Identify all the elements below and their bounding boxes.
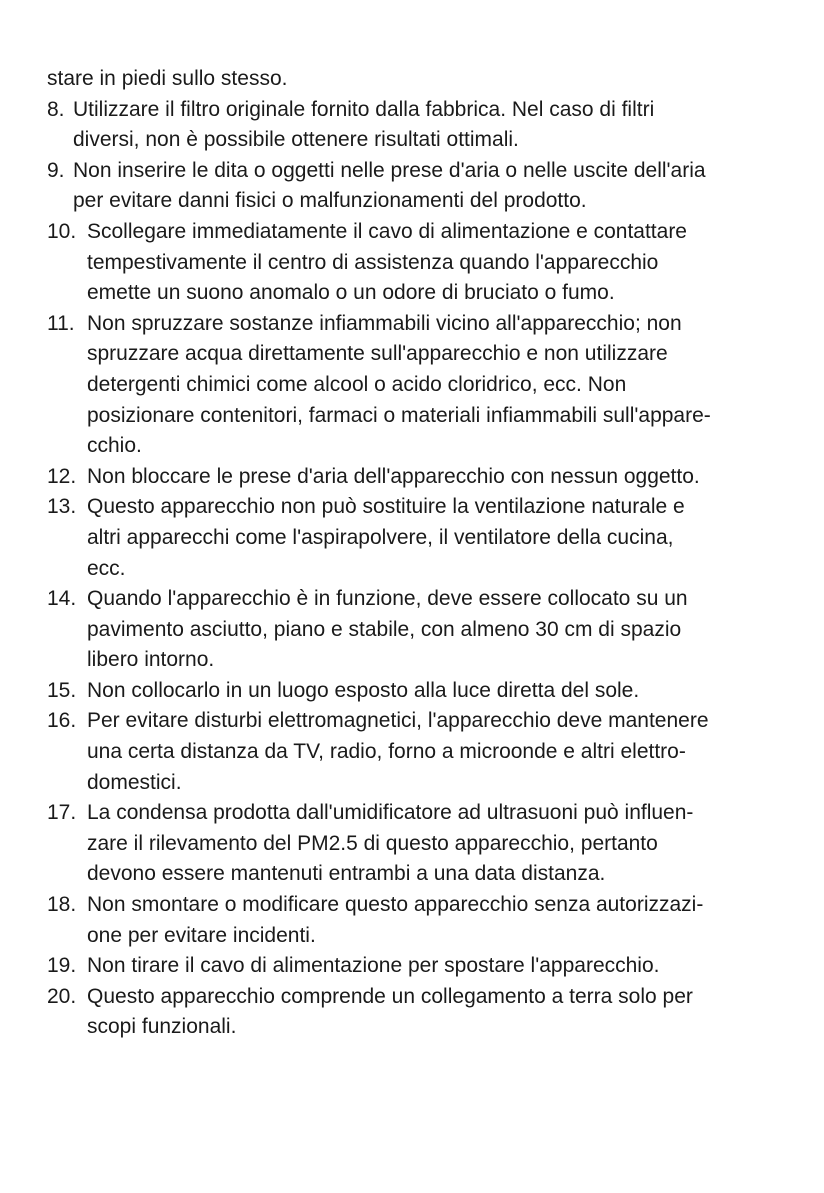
item-text-line: posizionare contenitori, farmaci o materiali infiammabili sull'appare- bbox=[87, 403, 711, 427]
safety-instructions-list bbox=[47, 64, 782, 1043]
item-text-line: Non tirare il cavo di alimentazione per spostare l'apparecchio. bbox=[87, 954, 660, 978]
item-text-line: cchio. bbox=[87, 434, 142, 458]
item-text-line: libero intorno. bbox=[87, 648, 215, 672]
item-text-line: una certa distanza da TV, radio, forno a microonde e altri elettro- bbox=[87, 740, 686, 764]
list-item bbox=[47, 309, 782, 462]
list-item bbox=[47, 676, 782, 707]
list-item bbox=[47, 95, 782, 156]
item-text-line: altri apparecchi come l'aspirapolvere, il ventilatore della cucina, bbox=[87, 525, 674, 549]
item-text-line: Questo apparecchio comprende un collegamento a terra solo per bbox=[87, 984, 693, 1008]
item-text-line: one per evitare incidenti. bbox=[87, 923, 316, 947]
item-text-line: Non smontare o modificare questo apparecchio senza autorizzazi- bbox=[87, 893, 704, 917]
item-number: 14. bbox=[47, 587, 77, 611]
item-number: 11. bbox=[47, 311, 75, 335]
item-text-line: Questo apparecchio non può sostituire la ventilazione naturale e bbox=[87, 495, 685, 519]
item-text-line: per evitare danni fisici o malfunzionamenti del prodotto. bbox=[73, 189, 587, 213]
continuation-text: stare in piedi sullo stesso. bbox=[47, 67, 288, 90]
list-item bbox=[47, 462, 782, 493]
item-text-line: devono essere mantenuti entrambi a una data distanza. bbox=[87, 862, 606, 886]
list-item bbox=[47, 492, 782, 584]
item-text-line: detergenti chimici come alcool o acido cloridrico, ecc. Non bbox=[87, 372, 627, 396]
item-number: 8. bbox=[47, 97, 65, 121]
item-number: 9. bbox=[47, 158, 65, 182]
item-text-line: tempestivamente il centro di assistenza quando l'apparecchio bbox=[87, 250, 659, 274]
item-text-line: pavimento asciutto, piano e stabile, con almeno 30 cm di spazio bbox=[87, 617, 682, 641]
item-number: 17. bbox=[47, 801, 77, 825]
item-number: 19. bbox=[47, 954, 77, 978]
item-text-line: diversi, non è possibile ottenere risultati ottimali. bbox=[73, 128, 519, 152]
item-text-line: Utilizzare il filtro originale fornito dalla fabbrica. Nel caso di filtri bbox=[73, 97, 655, 121]
item-text-line: La condensa prodotta dall'umidificatore ad ultrasuoni può influen- bbox=[87, 801, 694, 825]
item-text-line: spruzzare acqua direttamente sull'apparecchio e non utilizzare bbox=[87, 342, 668, 366]
item-number: 12. bbox=[47, 464, 77, 488]
list-item bbox=[47, 156, 782, 217]
item-number: 13. bbox=[47, 495, 77, 519]
item-number: 18. bbox=[47, 893, 77, 917]
item-text-line: Non spruzzare sostanze infiammabili vicino all'apparecchio; non bbox=[87, 311, 682, 335]
item-text-line: zare il rilevamento del PM2.5 di questo apparecchio, pertanto bbox=[87, 831, 658, 855]
item-number: 10. bbox=[47, 219, 77, 243]
item-text-line: Quando l'apparecchio è in funzione, deve essere collocato su un bbox=[87, 587, 688, 611]
item-text-line: emette un suono anomalo o un odore di bruciato o fumo. bbox=[87, 281, 615, 305]
item-text-line: domestici. bbox=[87, 770, 182, 794]
item-number: 15. bbox=[47, 678, 77, 702]
item-text-line: Per evitare disturbi elettromagnetici, l'apparecchio deve mantenere bbox=[87, 709, 709, 733]
list-item bbox=[47, 706, 782, 798]
item-text-line: scopi funzionali. bbox=[87, 1015, 237, 1039]
list-item bbox=[47, 982, 782, 1043]
list-item bbox=[47, 217, 782, 309]
item-text-line: Non collocarlo in un luogo esposto alla luce diretta del sole. bbox=[87, 678, 640, 702]
list-item bbox=[47, 798, 782, 890]
item-number: 16. bbox=[47, 709, 77, 733]
list-item bbox=[47, 584, 782, 676]
list-item bbox=[47, 951, 782, 982]
list-item bbox=[47, 890, 782, 951]
item-text-line: ecc. bbox=[87, 556, 126, 580]
item-text-line: Scollegare immediatamente il cavo di alimentazione e contattare bbox=[87, 219, 687, 243]
item-number: 20. bbox=[47, 984, 77, 1008]
item-text-line: Non inserire le dita o oggetti nelle prese d'aria o nelle uscite dell'aria bbox=[73, 158, 706, 182]
item-text-line: Non bloccare le prese d'aria dell'apparecchio con nessun oggetto. bbox=[87, 464, 700, 488]
